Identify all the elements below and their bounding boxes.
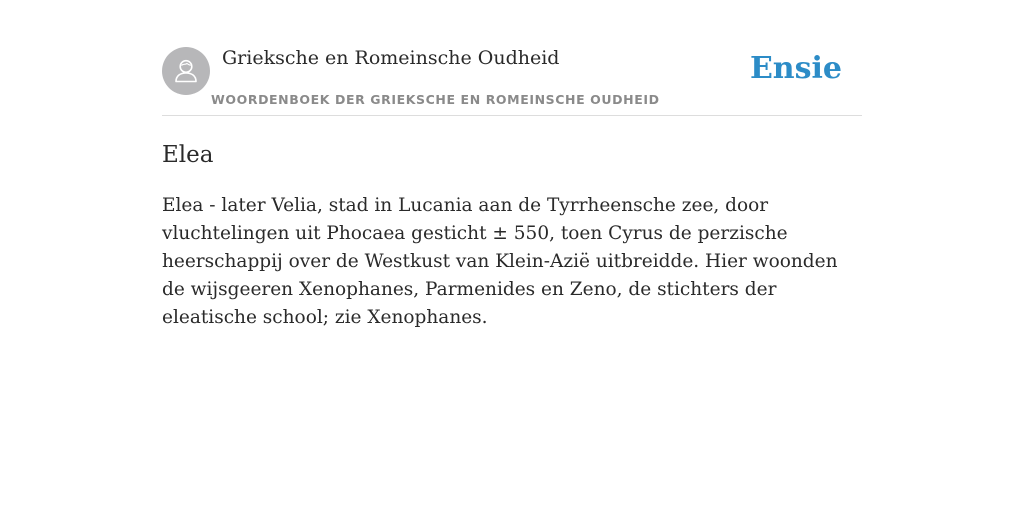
user-icon (171, 56, 201, 86)
ensie-logo-link[interactable]: Ensie (749, 51, 842, 86)
source-header (162, 46, 862, 116)
avatar[interactable] (162, 47, 210, 95)
entry-title: Elea (162, 142, 214, 168)
source-title[interactable]: Grieksche en Romeinsche Oudheid (222, 47, 560, 69)
entry-definition: Elea - later Velia, stad in Lucania aan de Tyrrheensche zee, door vluchtelingen uit Phocaea gesticht ± 550, toen Cyrus de perzische heerschappij over de Westkust van Klein-Azië uitbreidde. Hier woonden de wijsgeeren Xenophanes, Parmenides en Zeno, de stichters der eleatische school; zie Xenophanes. (162, 195, 838, 328)
source-subtitle: WOORDENBOEK DER GRIEKSCHE EN ROMEINSCHE OUDHEID (211, 92, 660, 107)
